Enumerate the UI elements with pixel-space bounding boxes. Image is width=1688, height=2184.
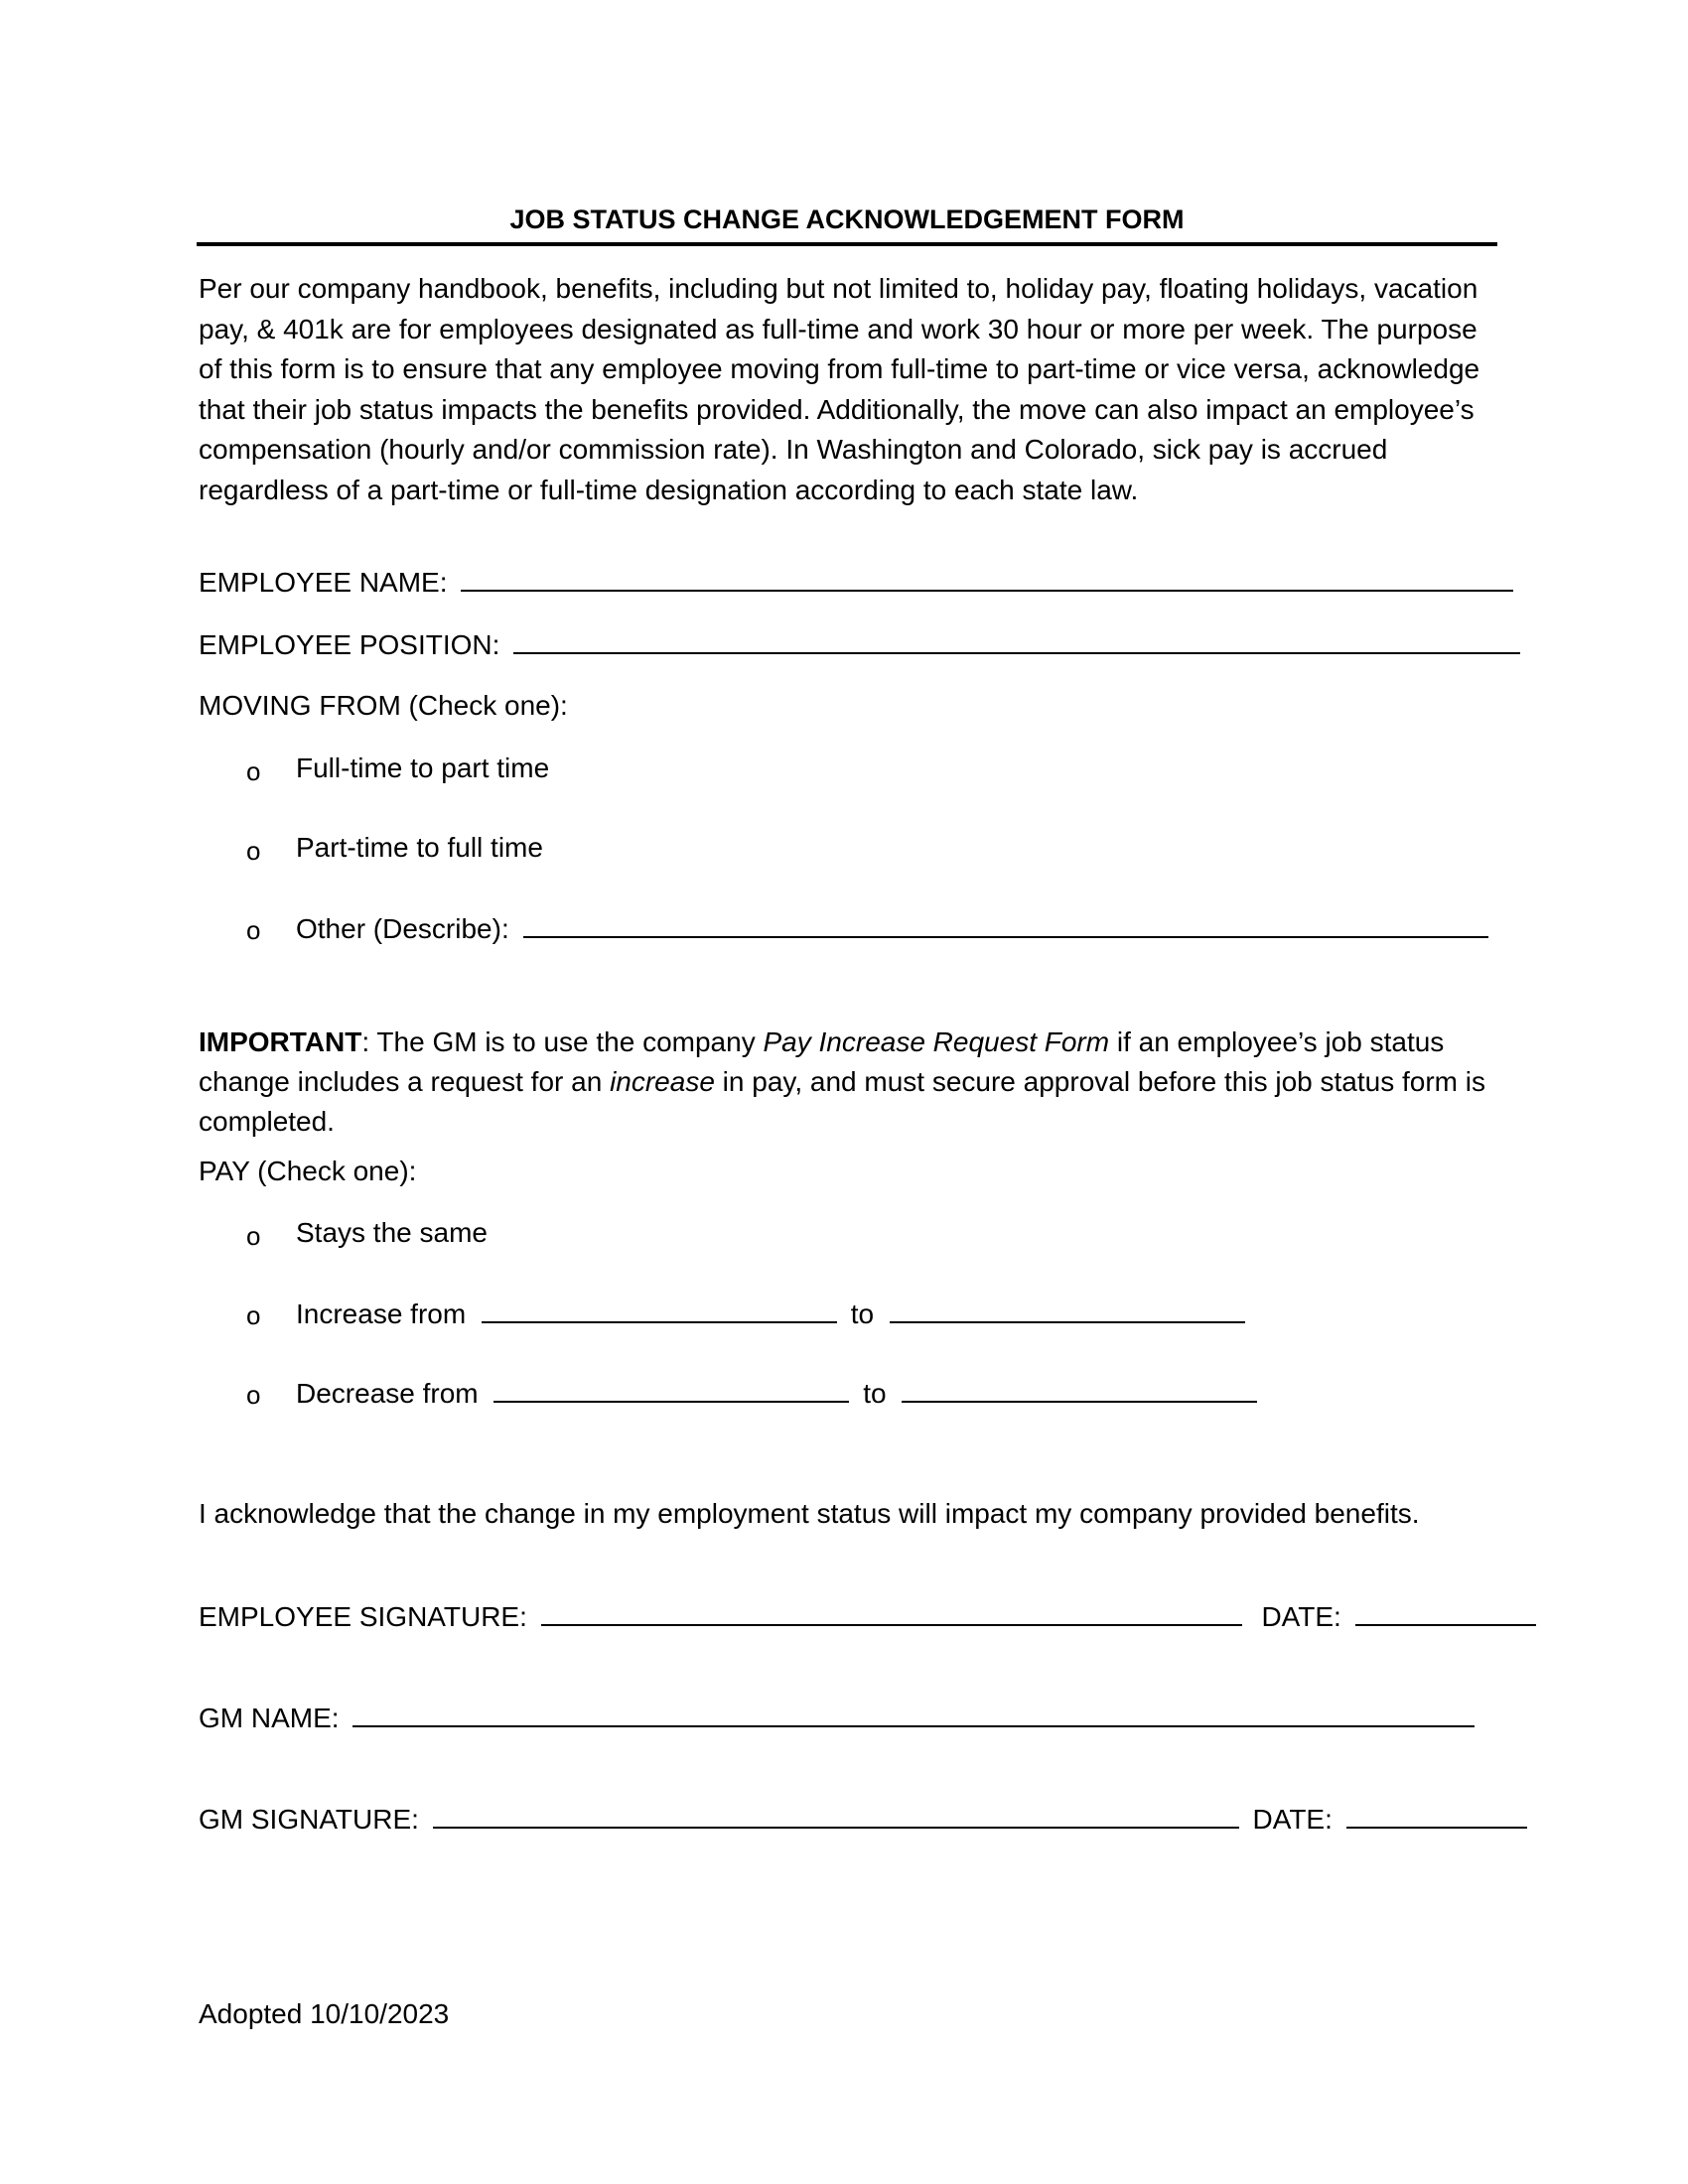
gm-signature-label: GM SIGNATURE: [199, 1804, 419, 1835]
gm-signature-row [199, 1801, 1527, 1837]
employee-signature-row [199, 1598, 1536, 1634]
adopted-date: Adopted 10/10/2023 [199, 1998, 450, 2029]
increase-from-field[interactable] [482, 1296, 837, 1323]
employee-date-field[interactable] [1355, 1598, 1536, 1626]
employee-signature-field[interactable] [541, 1598, 1242, 1626]
important-label: IMPORTANT [199, 1026, 362, 1057]
title-divider [197, 242, 1497, 246]
pay-increase-form-name: Pay Increase Request Form [763, 1026, 1110, 1057]
moving-from-label: MOVING FROM (Check one): [199, 690, 568, 721]
decrease-to-field[interactable] [902, 1375, 1257, 1403]
employee-position-row [199, 626, 1520, 662]
decrease-to-label: to [863, 1378, 887, 1409]
employee-name-row [199, 564, 1513, 600]
gm-date-label: DATE: [1252, 1804, 1333, 1835]
gm-name-field[interactable] [352, 1700, 1475, 1727]
gm-signature-field[interactable] [433, 1801, 1239, 1829]
checkbox-part-to-full[interactable]: o [246, 836, 261, 866]
employee-position-field[interactable] [513, 626, 1520, 654]
form-title: JOB STATUS CHANGE ACKNOWLEDGEMENT FORM [509, 205, 1185, 234]
option-pay-same: Stays the same [296, 1217, 488, 1248]
checkbox-full-to-part[interactable]: o [246, 756, 261, 786]
pay-increase-row [296, 1296, 1245, 1331]
employee-name-label: EMPLOYEE NAME: [199, 567, 448, 598]
checkbox-pay-same[interactable]: o [246, 1221, 261, 1251]
increase-emphasis: increase [610, 1066, 715, 1097]
gm-name-row [199, 1700, 1475, 1735]
checkbox-other[interactable]: o [246, 915, 261, 945]
option-part-to-full: Part-time to full time [296, 832, 543, 863]
employee-position-label: EMPLOYEE POSITION: [199, 629, 500, 660]
option-full-to-part: Full-time to part time [296, 752, 550, 783]
increase-to-label: to [850, 1298, 875, 1329]
gm-date-field[interactable] [1346, 1801, 1527, 1829]
option-pay-decrease: Decrease from [296, 1378, 479, 1409]
option-other-row [296, 910, 1488, 946]
pay-decrease-row [296, 1375, 1257, 1411]
option-pay-increase: Increase from [296, 1298, 467, 1329]
checkbox-pay-increase[interactable]: o [246, 1300, 261, 1330]
pay-label: PAY (Check one): [199, 1156, 417, 1186]
employee-signature-label: EMPLOYEE SIGNATURE: [199, 1601, 527, 1632]
other-describe-field[interactable] [523, 910, 1488, 938]
intro-paragraph: Per our company handbook, benefits, including but not limited to, holiday pay, floating holidays, vacation pay, & 401k are for employees designated as full-time and work 30 hour or more per week. The purpose of this form is to ensure that any employee moving from full-time to part-time or vice versa, acknowledge that their job status impacts the benefits provided. Additionally, the move can also impact an employee’s compensation (hourly and/or commission rate). In Washington and Colorado, sick pay is accrued regardless of a part-time or full-time designation according to each state law. [199, 273, 1480, 505]
checkbox-pay-decrease[interactable]: o [246, 1380, 261, 1410]
important-paragraph [199, 1023, 1499, 1142]
important-text-1: : The GM is to use the company [361, 1026, 764, 1057]
important-text-2: if an employee’s job status change includes a request for an [199, 1026, 1445, 1097]
important-text-3: in pay, and must secure approval before this job status form is completed. [199, 1066, 1485, 1137]
option-other: Other (Describe): [296, 913, 509, 944]
acknowledgement-text: I acknowledge that the change in my employment status will impact my company provided benefits. [199, 1498, 1420, 1529]
employee-name-field[interactable] [461, 564, 1513, 592]
increase-to-field[interactable] [890, 1296, 1245, 1323]
decrease-from-field[interactable] [493, 1375, 849, 1403]
gm-name-label: GM NAME: [199, 1703, 340, 1733]
employee-date-label: DATE: [1261, 1601, 1341, 1632]
